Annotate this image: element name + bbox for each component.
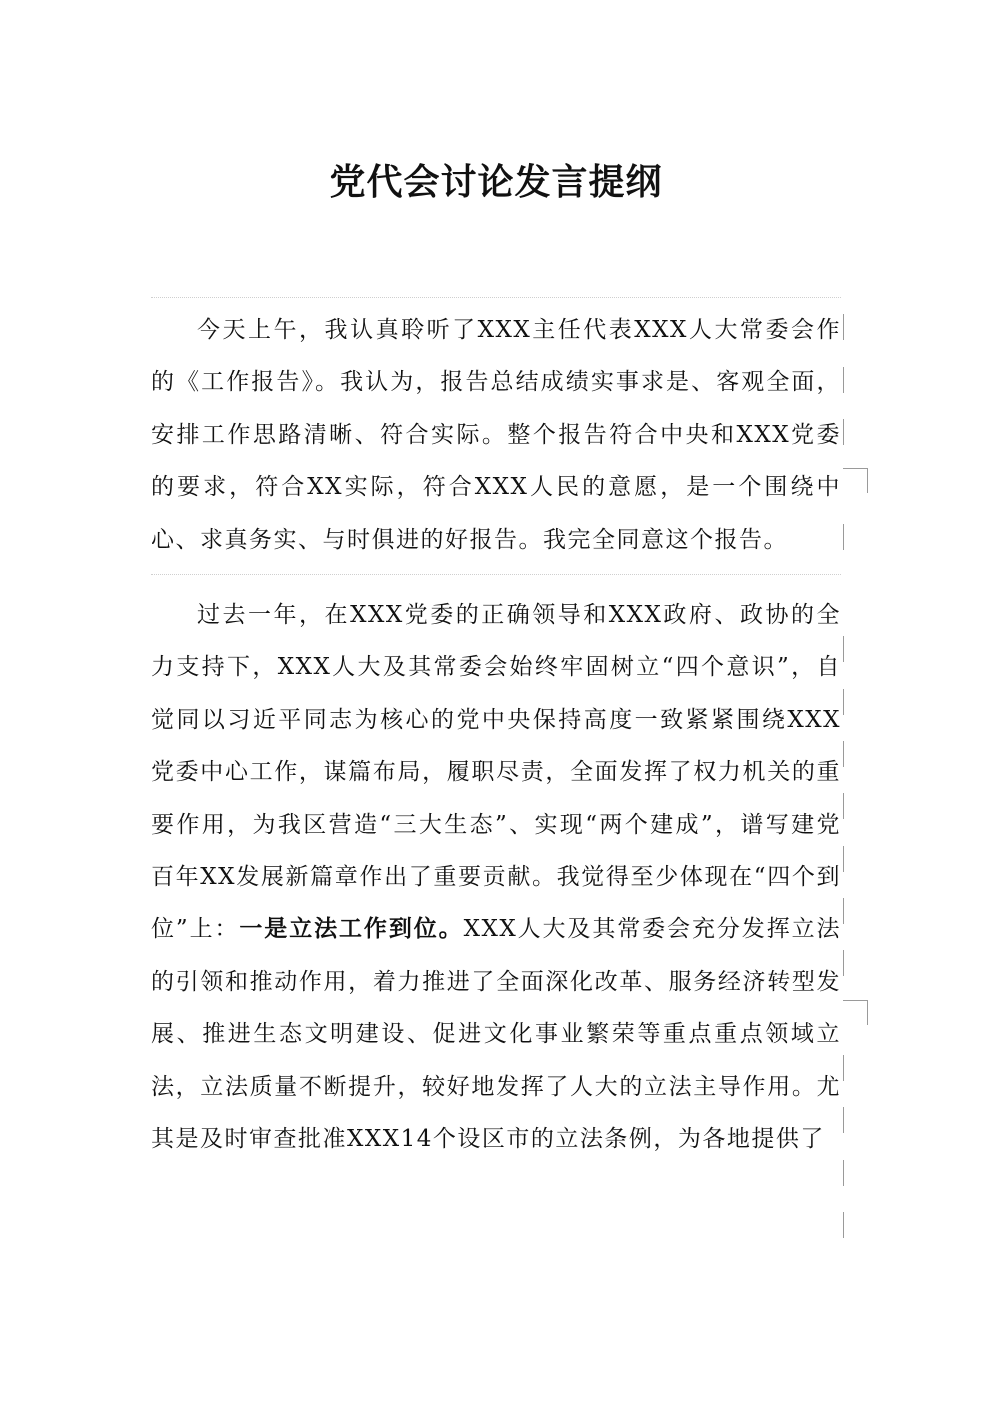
line-end-mark — [843, 314, 844, 340]
line-end-mark — [843, 468, 868, 493]
paragraph-2-text-a: 过去一年，在XXX党委的正确领导和XXX政府、政协的全力支持下，XXX人大及其常委会始终牢固树立“四个意识”，自觉同以习近平同志为核心的党中央保持高度一致紧紧围绕XXX党委中心工作，谋篇布局，履职尽责，全面发挥了权力机关的重要作用，为我区营造“三大生态”、实现“两个建成”，谱写建党百年XX发展新篇章作出了重要贡献。我觉得至少体现在“四个到位”上： — [151, 602, 841, 943]
paragraph-boundary-top — [151, 297, 841, 298]
line-end-mark — [843, 846, 844, 872]
line-end-mark — [843, 950, 844, 976]
text-boundary-marks — [843, 0, 873, 1403]
paragraph-2 — [151, 589, 841, 1165]
line-end-mark — [843, 524, 844, 550]
line-end-mark — [843, 1000, 868, 1025]
line-end-mark — [843, 793, 844, 819]
line-end-mark — [843, 898, 844, 924]
line-end-mark — [843, 1107, 844, 1133]
line-end-mark — [843, 1160, 844, 1186]
paragraph-2-bold-heading: 一是立法工作到位。 — [239, 915, 464, 943]
line-end-mark — [843, 367, 844, 393]
line-end-mark — [843, 636, 844, 662]
line-end-mark — [843, 1055, 844, 1081]
paragraph-2-text-b: XXX人大及其常委会充分发挥立法的引领和推动作用，着力推进了全面深化改革、服务经济转型发展、推进生态文明建设、促进文化事业繁荣等重点重点领域立法，立法质量不断提升，较好地发挥了人大的立法主导作用。尤其是及时审查批准XXX14个设区市的立法条例，为各地提供了 — [151, 916, 842, 1153]
line-end-mark — [843, 1212, 844, 1238]
paragraph-boundary-middle — [151, 574, 841, 575]
line-end-mark — [843, 419, 844, 445]
document-title: 党代会讨论发言提纲 — [329, 161, 663, 203]
document-body — [151, 297, 841, 1166]
paragraph-1: 今天上午，我认真聆听了XXX主任代表XXX人大常委会作的《工作报告》。我认为，报告总结成绩实事求是、客观全面，安排工作思路清晰、符合实际。整个报告符合中央和XXX党委的要求，符合XX实际，符合XXX人民的意愿，是一个围绕中心、求真务实、与时俱进的好报告。我完全同意这个报告。 — [151, 317, 841, 553]
line-end-mark — [843, 689, 844, 715]
line-end-mark — [843, 741, 844, 767]
